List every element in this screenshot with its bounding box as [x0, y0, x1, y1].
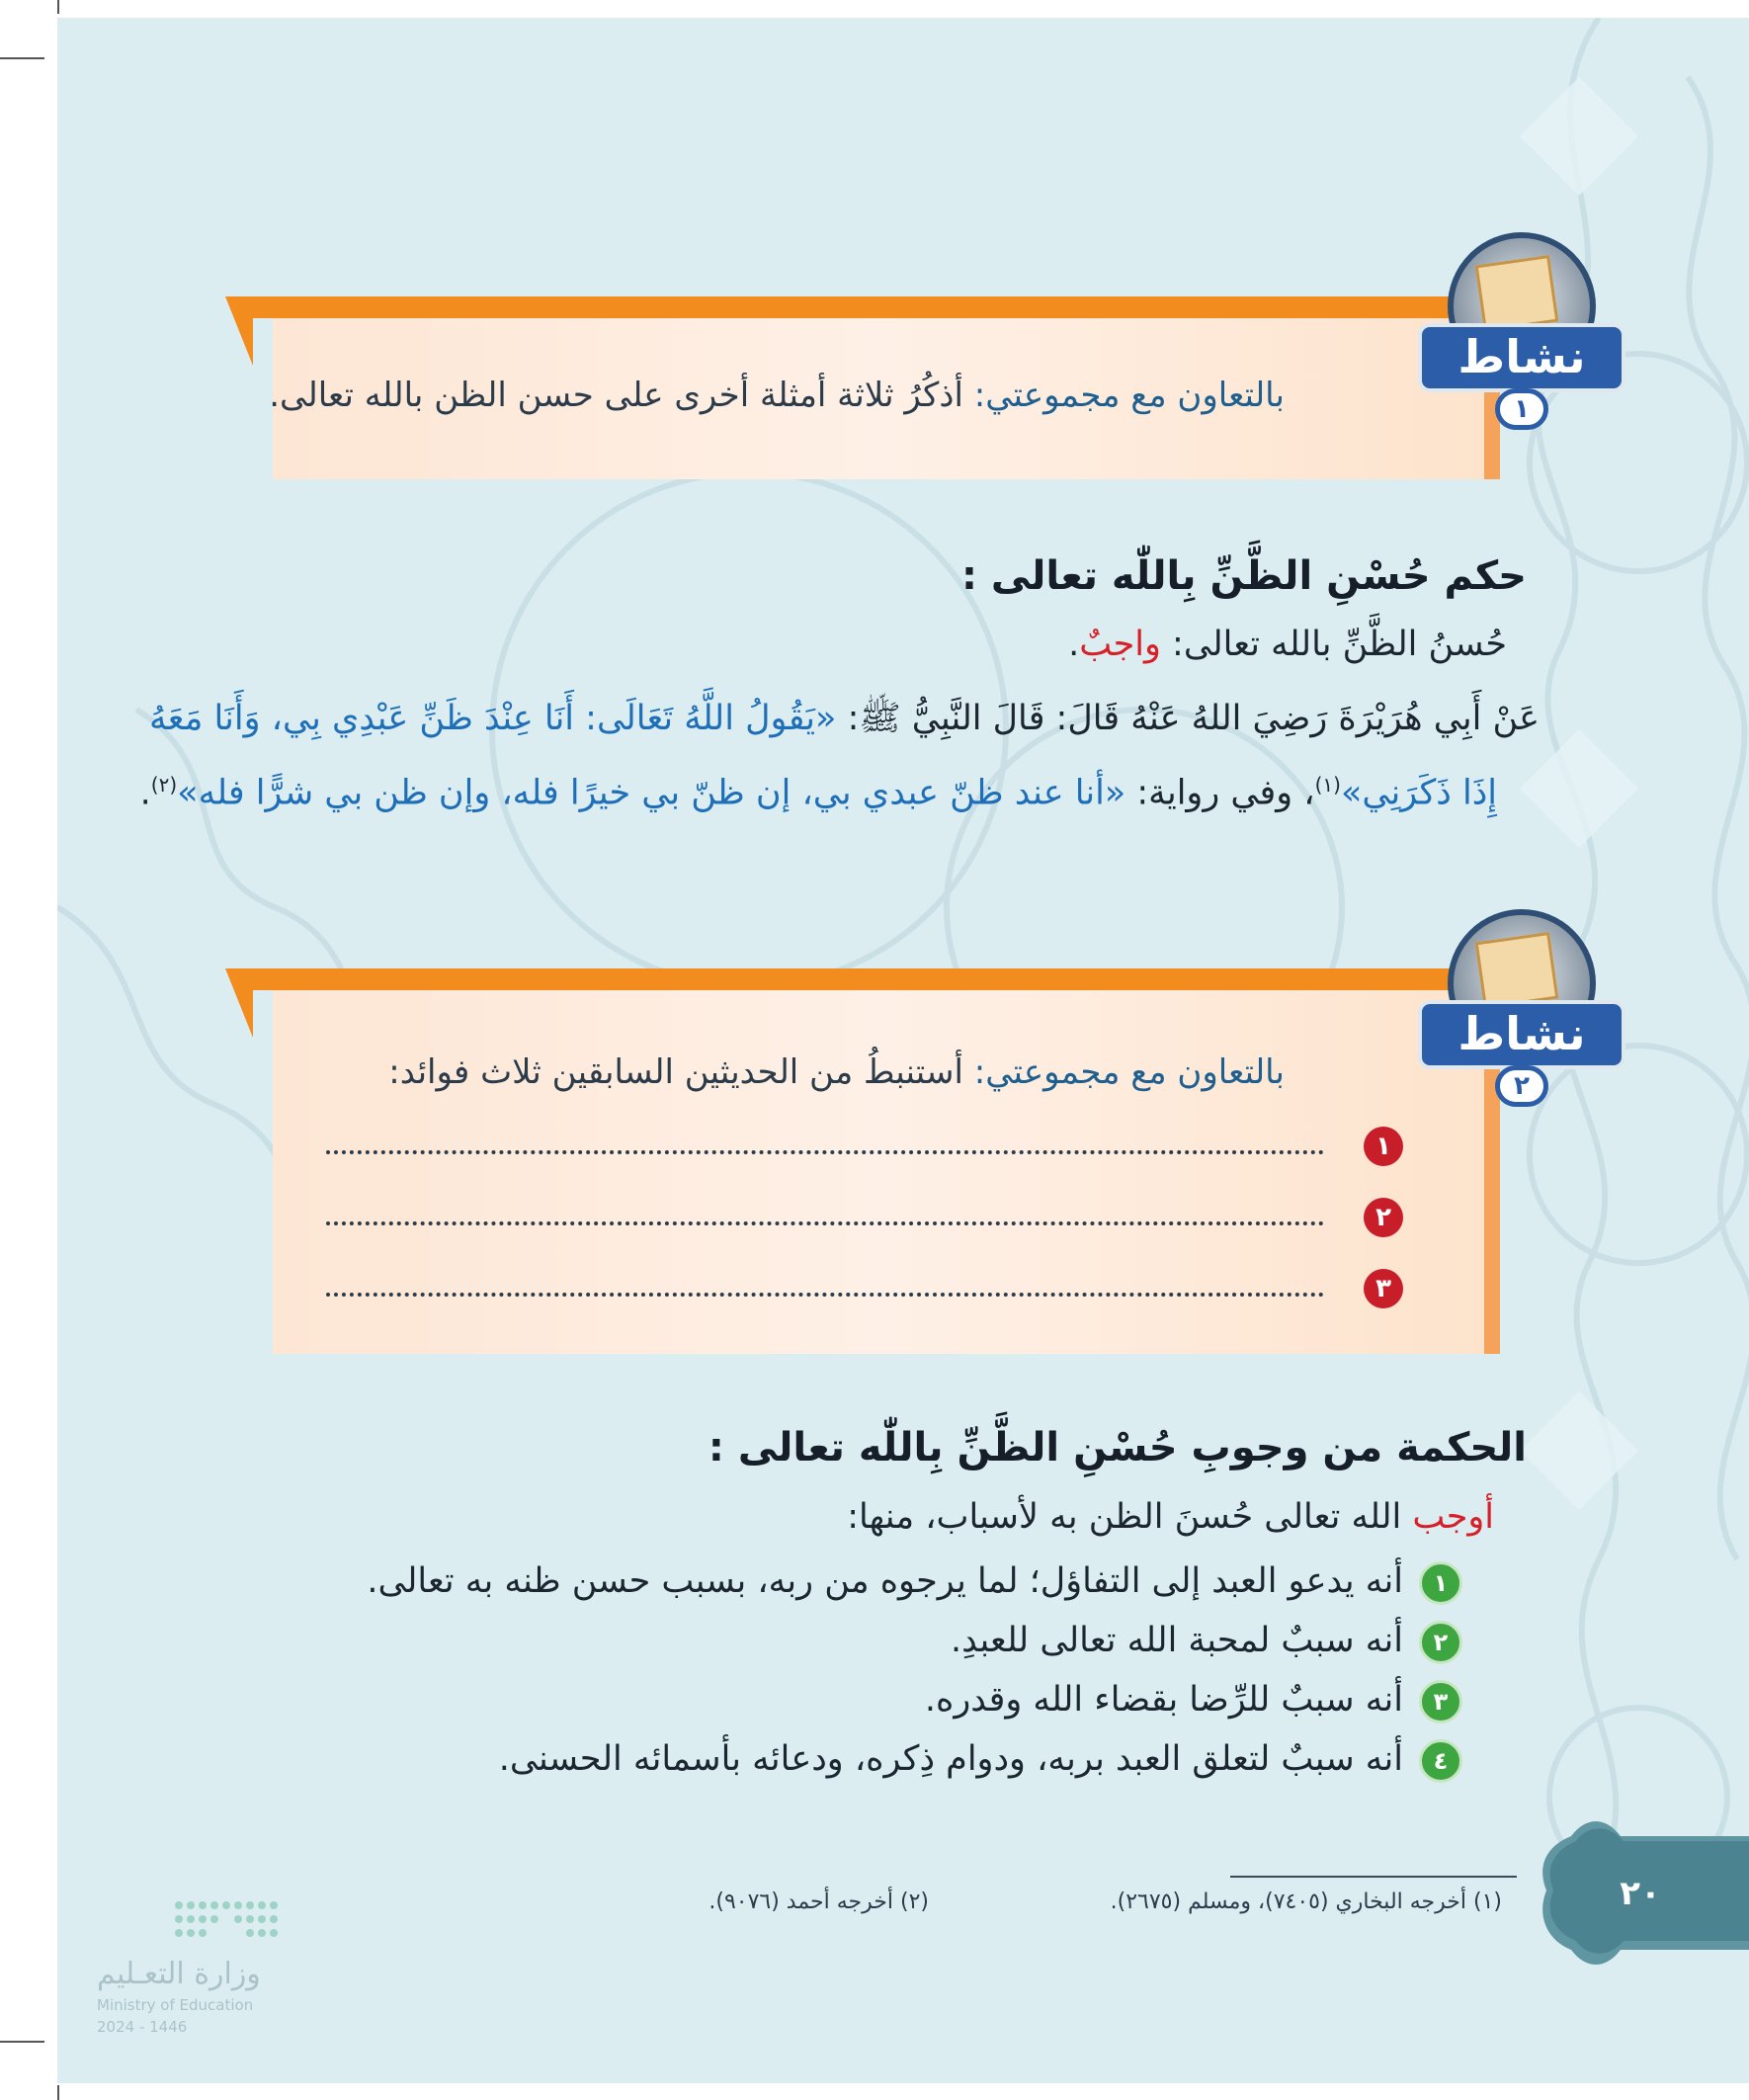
footnote-1-marker: (١): [1314, 773, 1341, 797]
ruling-line: [1068, 625, 1507, 664]
reason-text: أنه سببٌ لمحبة الله تعالى للعبدِ.: [951, 1621, 1403, 1660]
activity-top-bar: [237, 968, 1522, 990]
section-2-heading: الحكمة من وجوبِ حُسْنِ الظَّنِّ بِاللّٰه تعالى :: [708, 1425, 1527, 1470]
hadith-text-2: إِذَا ذَكَرَنِي»: [1340, 773, 1497, 813]
page-number-tab: [1527, 1816, 1749, 1974]
activity-1-prompt: [269, 376, 1285, 415]
section-1-heading: حكم حُسْنِ الظَّنِّ بِاللّٰه تعالى :: [960, 553, 1527, 599]
crop-mark: [0, 57, 44, 59]
riwaya-text: «أنا عند ظنّ عبدي بي، إن ظنّ بي خيرًا فله، وإن ظن بي شرًّا فله»: [177, 773, 1126, 813]
dotted-answer-line: [326, 1221, 1324, 1225]
answer-line-2[interactable]: [326, 1198, 1403, 1241]
dotted-answer-line: [326, 1150, 1324, 1154]
logo-arabic-text: وزارة التعـليم: [97, 1957, 261, 1991]
footnote-2-marker: (٢): [150, 773, 178, 797]
reason-text: أنه سببٌ لتعلق العبد بربه، ودوام ذِكره، ودعائه بأسمائه الحسنى.: [498, 1739, 1403, 1779]
crop-mark: [57, 0, 59, 14]
reasons-intro-rest: الله تعالى حُسنَ الظن به لأسباب، منها:: [847, 1497, 1402, 1537]
ruling-value: واجبٌ: [1079, 625, 1161, 664]
activity-1-badge: [1418, 232, 1625, 460]
logo-english-text: Ministry of Education: [97, 1996, 254, 2014]
badge-label: نشاط: [1418, 1000, 1625, 1069]
footnote-2: (٢) أخرجه أحمد (٩٠٧٦).: [708, 1890, 929, 1914]
reason-item-1: [178, 1561, 1462, 1611]
activity-top-bar: [237, 296, 1522, 318]
answer-number: ١: [1364, 1127, 1403, 1166]
activity-2-prompt: [388, 1052, 1285, 1092]
hadith-intro: عَنْ أَبِي هُرَيْرَةَ رَضِيَ اللهُ عَنْهُ قَالَ: قَالَ النَّبِيُّ ﷺ:: [847, 699, 1540, 738]
logo-year-text: 2024 - 1446: [97, 2018, 188, 2036]
footnote-1: (١) أخرجه البخاري (٧٤٠٥)، ومسلم (٢٦٧٥).: [1110, 1890, 1502, 1914]
activity-corner-flag: [225, 296, 253, 366]
ruling-prefix: حُسنُ الظَّنِّ بالله تعالى:: [1172, 625, 1507, 664]
paper-quill-icon: [1475, 932, 1559, 1009]
dotted-answer-line: [326, 1293, 1324, 1297]
activity-2-badge: [1418, 909, 1625, 1136]
hadith-text-1: «يَقُولُ اللَّهُ تَعَالَى: أَنَا عِنْدَ ظَنِّ عَبْدِي بِي، وَأَنَا مَعَهُ: [148, 699, 837, 738]
answer-line-1[interactable]: [326, 1127, 1403, 1170]
answer-number: ٢: [1364, 1198, 1403, 1237]
crop-mark: [57, 2085, 59, 2100]
activity-1-prompt-text: أذكُرُ ثلاثة أمثلة أخرى على حسن الظن بالله تعالى.: [269, 376, 963, 415]
ruling-end: .: [1068, 625, 1080, 664]
ministry-logo: [97, 1897, 334, 2046]
reason-number: ٤: [1419, 1739, 1462, 1783]
reason-text: أنه سببٌ للرِّضا بقضاء الله وقدره.: [924, 1680, 1403, 1720]
reason-number: ٣: [1419, 1680, 1462, 1723]
hadith-line-1: [149, 697, 1599, 747]
paper-quill-icon: [1475, 255, 1559, 332]
activity-2-prompt-text: أستنبطُ من الحديثين السابقين ثلاث فوائد:: [388, 1052, 963, 1092]
activity-corner-flag: [225, 968, 253, 1038]
reason-item-4: [178, 1739, 1462, 1789]
reason-number: ٢: [1419, 1621, 1462, 1664]
crop-mark: [0, 2041, 44, 2043]
reasons-intro-red: أوجب: [1412, 1497, 1494, 1537]
badge-number: ٢: [1495, 1065, 1548, 1107]
reason-item-3: [178, 1680, 1462, 1729]
reason-number: ١: [1419, 1561, 1462, 1605]
riwaya-intro: ، وفي رواية:: [1136, 773, 1315, 813]
badge-number: ١: [1495, 388, 1548, 430]
badge-label: نشاط: [1418, 323, 1625, 392]
reasons-intro: [847, 1497, 1494, 1537]
hadith-end: .: [139, 773, 151, 813]
reason-text: أنه يدعو العبد إلى التفاؤل؛ لما يرجوه من ربه، بسبب حسن ظنه به تعالى.: [367, 1561, 1403, 1601]
logo-dots-mark: [171, 1897, 290, 1947]
footnote-divider: [1230, 1876, 1517, 1878]
reason-item-2: [178, 1621, 1462, 1670]
page-number: ٢٠: [1620, 1874, 1661, 1913]
activity-1-prompt-lead: بالتعاون مع مجموعتي:: [973, 376, 1285, 415]
answer-number: ٣: [1364, 1269, 1403, 1308]
answer-line-3[interactable]: [326, 1269, 1403, 1312]
hadith-line-2: [140, 773, 1497, 813]
activity-2-prompt-lead: بالتعاون مع مجموعتي:: [973, 1052, 1285, 1092]
